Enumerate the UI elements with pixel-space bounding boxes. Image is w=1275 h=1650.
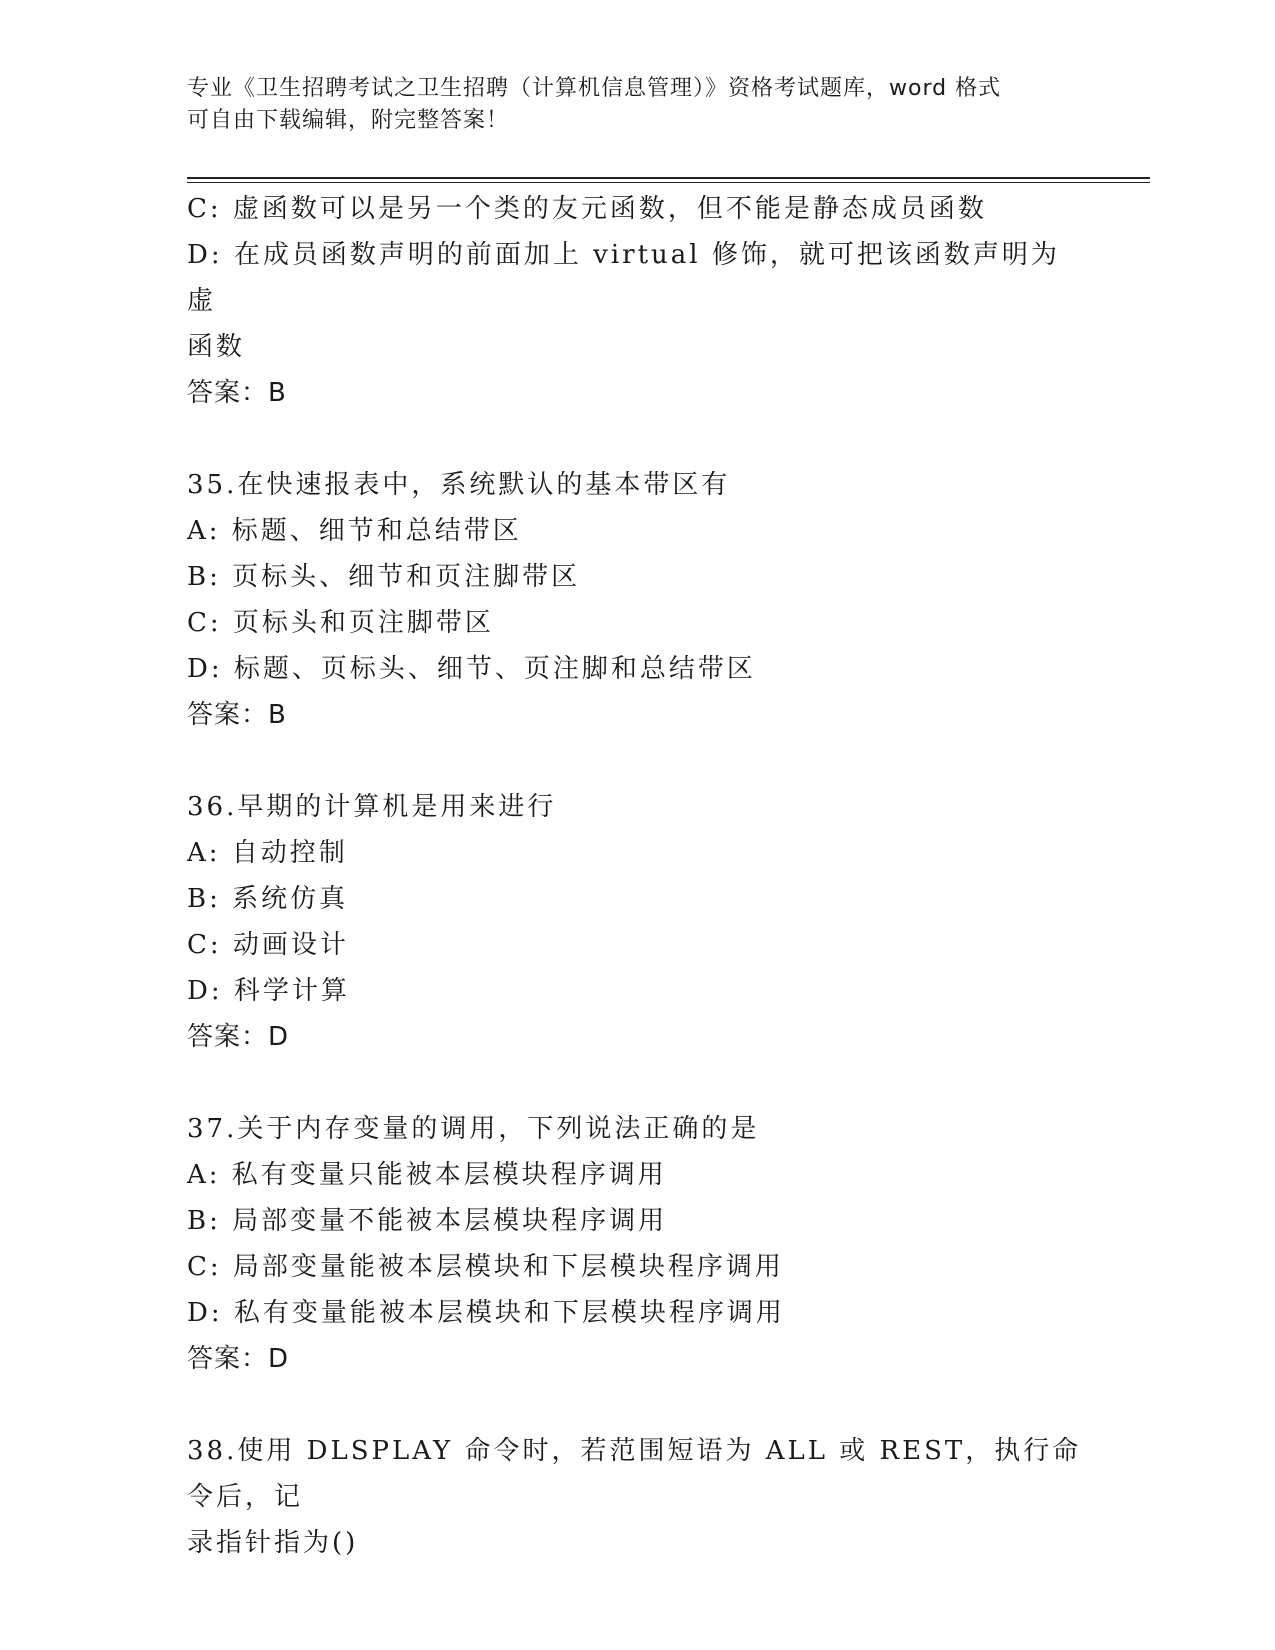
option-a: A: 标题、细节和总结带区: [187, 516, 522, 546]
question-text: 37.关于内存变量的调用，下列说法正确的是: [187, 1114, 760, 1144]
question-38: [187, 1428, 1087, 1566]
answer: 答案：D: [187, 1022, 290, 1052]
question-36: [187, 784, 1087, 1060]
option-d-continued: 函数: [187, 332, 246, 362]
question-text: 36.早期的计算机是用来进行: [187, 792, 557, 822]
question-text: 35.在快速报表中，系统默认的基本带区有: [187, 470, 731, 500]
option-a: A: 私有变量只能被本层模块程序调用: [187, 1160, 667, 1190]
option-c: C: 局部变量能被本层模块和下层模块程序调用: [187, 1252, 784, 1282]
option-d: D: 在成员函数声明的前面加上 virtual 修饰，就可把该函数声明为虚: [187, 240, 1060, 316]
question-37: [187, 1106, 1087, 1382]
header-divider-thin: [187, 182, 1150, 183]
header-line-2: 可自由下载编辑，附完整答案！: [187, 108, 510, 133]
document-header: [187, 73, 1087, 137]
option-c: C: 页标头和页注脚带区: [187, 608, 494, 638]
option-d: D: 科学计算: [187, 976, 350, 1006]
previous-question-tail: [187, 186, 1087, 416]
option-a: A: 自动控制: [187, 838, 348, 868]
header-line-1: 专业《卫生招聘考试之卫生招聘（计算机信息管理）》资格考试题库，word 格式: [187, 76, 1002, 101]
question-content: [187, 186, 1087, 1566]
option-b: B: 页标头、细节和页注脚带区: [187, 562, 581, 592]
answer: 答案：B: [187, 700, 287, 730]
option-c: C: 虚函数可以是另一个类的友元函数，但不能是静态成员函数: [187, 194, 987, 224]
option-b: B: 系统仿真: [187, 884, 349, 914]
header-divider-thick: [187, 177, 1150, 179]
option-b: B: 局部变量不能被本层模块程序调用: [187, 1206, 668, 1236]
option-d: D: 标题、页标头、细节、页注脚和总结带区: [187, 654, 756, 684]
answer: 答案：D: [187, 1344, 290, 1374]
question-35: [187, 462, 1087, 738]
option-c: C: 动画设计: [187, 930, 349, 960]
option-d: D: 私有变量能被本层模块和下层模块程序调用: [187, 1298, 785, 1328]
answer: 答案：B: [187, 378, 287, 408]
question-text: 38.使用 DLSPLAY 命令时，若范围短语为 ALL 或 REST，执行命令后，记: [187, 1436, 1082, 1512]
question-text-continued: 录指针指为(): [187, 1528, 359, 1558]
